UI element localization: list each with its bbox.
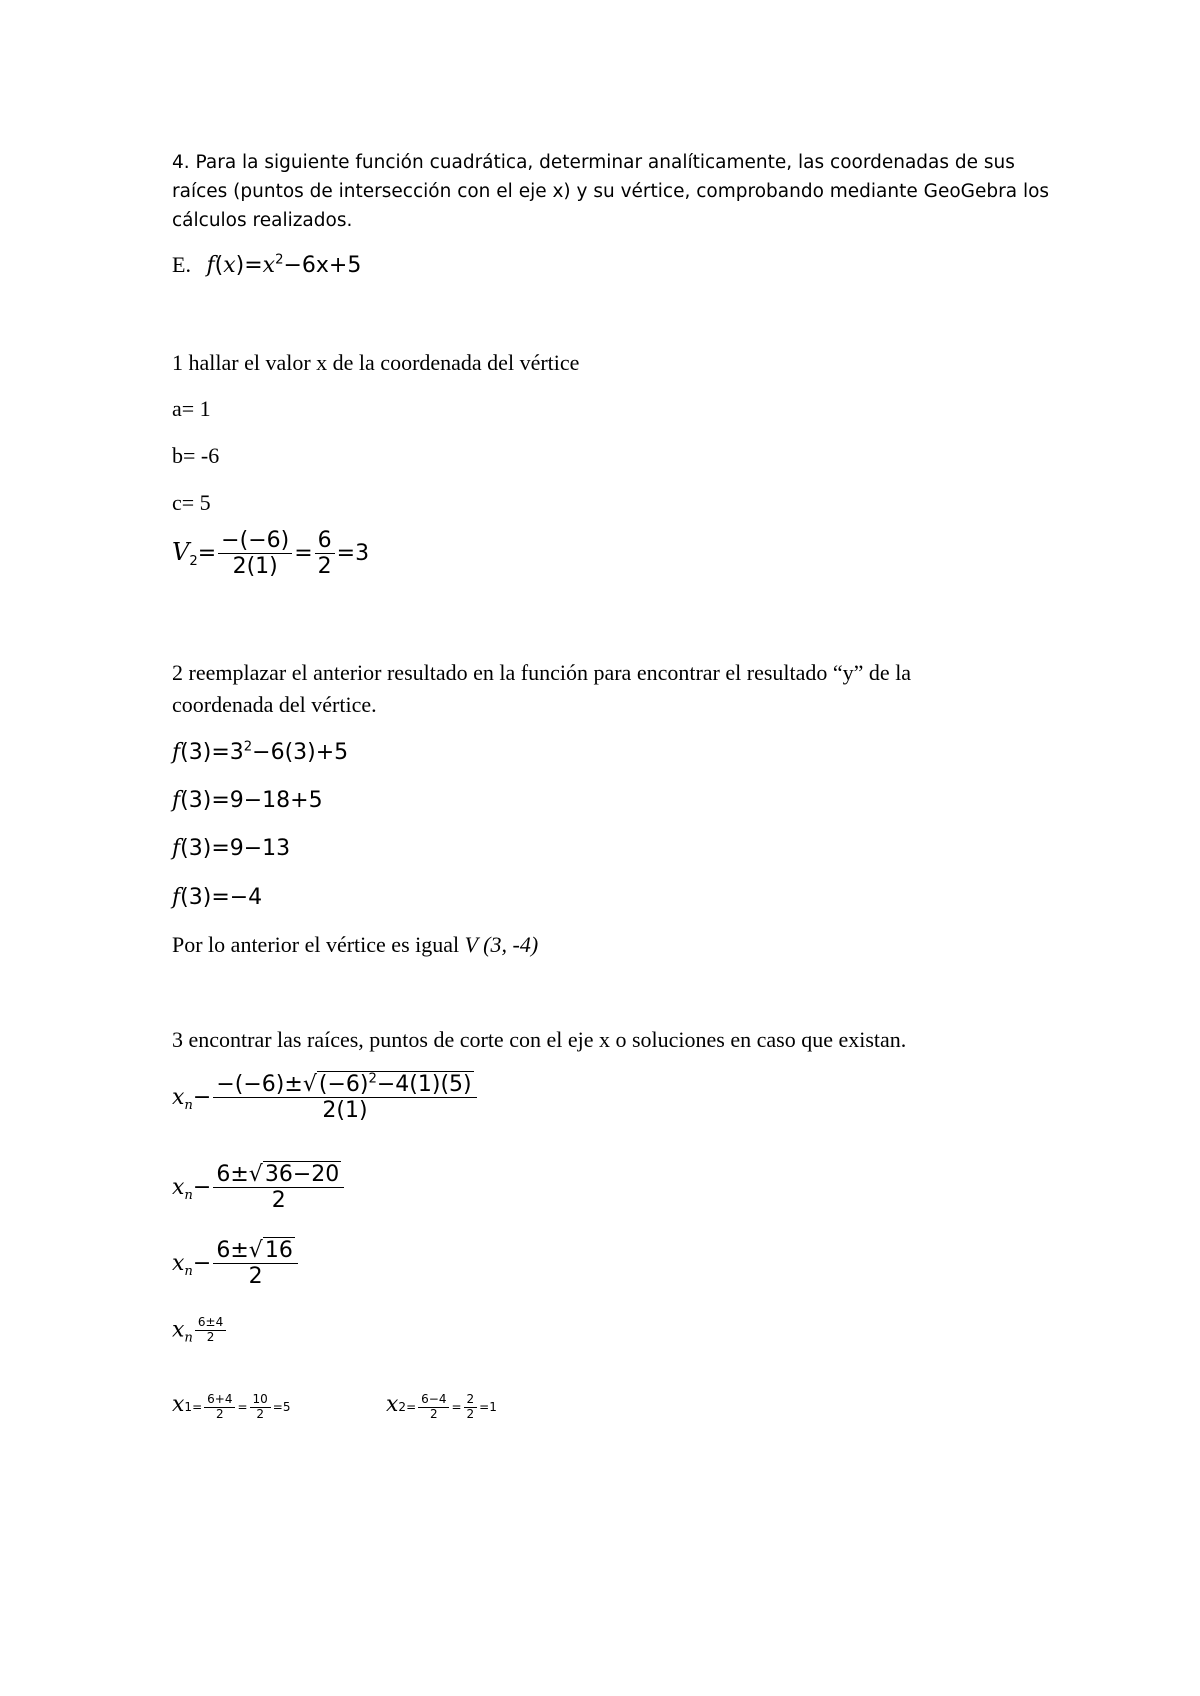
roots-subscript: n bbox=[184, 1098, 193, 1114]
eval-line-2: f(3)=9−18+5 bbox=[172, 788, 323, 813]
eval-line-4-text: (3)=−4 bbox=[180, 885, 263, 910]
e1-num-a: −(−6)± bbox=[216, 1072, 303, 1097]
e1-num-rest: −4(1)(5) bbox=[376, 1072, 472, 1097]
eval-line-3: f(3)=9−13 bbox=[172, 836, 291, 861]
step2-title-line2: coordenada del vértice. bbox=[172, 692, 377, 717]
roots-formula-2: $x_n-$ $\frac{6\pm√36-20}{2}$ bbox=[172, 1162, 346, 1214]
frac1-numerator: −(−6) bbox=[218, 528, 292, 554]
roots-formula-1: $x_n-$ $\frac{-(-6)\pm√(-6)^2-4(1)(5)}{2(1)}$ bbox=[172, 1072, 479, 1124]
e3-num-rad: 16 bbox=[264, 1238, 293, 1263]
eval-line-1-sup: 2 bbox=[243, 739, 253, 755]
roots-formula-3: $x_n-$ $\frac{6\pm√16}{2}$ bbox=[172, 1238, 300, 1290]
e2-den: 2 bbox=[271, 1188, 286, 1214]
e2-num-a: 6± bbox=[216, 1162, 249, 1187]
eval-line-2-text: (3)=9−18+5 bbox=[180, 788, 323, 813]
x1-result: =5 bbox=[272, 1400, 291, 1414]
step2-title-line1: 2 reemplazar el anterior resultado en la función para encontrar el resultado “y” de la bbox=[172, 660, 912, 685]
vertex-conclusion bbox=[172, 932, 538, 958]
eval-line-1: $f(3)=3^2-6(3)+5$ bbox=[172, 739, 349, 765]
e3-den: 2 bbox=[248, 1264, 263, 1290]
function-symbol: f bbox=[206, 253, 215, 278]
eval-line-1-a: (3)=3 bbox=[180, 740, 244, 765]
problem-number: 4. bbox=[172, 152, 190, 173]
e1-num-rad: (−6) bbox=[318, 1072, 369, 1097]
roots-subscript: n bbox=[184, 1188, 193, 1204]
e1-num-sup: 2 bbox=[368, 1071, 377, 1087]
x2-den: 2 bbox=[429, 1407, 438, 1421]
x1-num: 6+4 bbox=[204, 1393, 235, 1408]
x2-den2: 2 bbox=[466, 1407, 475, 1421]
x2-subscript: 2 bbox=[398, 1400, 407, 1414]
exercise-label: E. bbox=[172, 252, 191, 277]
eval-line-1-b: −6(3)+5 bbox=[252, 740, 349, 765]
x1-subscript: 1 bbox=[184, 1400, 193, 1414]
frac2-denominator: 2 bbox=[317, 554, 332, 580]
step3-title: 3 encontrar las raíces, puntos de corte con el eje x o soluciones en caso que existan. bbox=[172, 1027, 907, 1052]
exercise-equation: E. $f(x)=x^2-6x+5$ bbox=[172, 252, 362, 278]
coef-a: a= 1 bbox=[172, 396, 211, 421]
vertex-symbol: V bbox=[172, 537, 190, 566]
problem-text: Para la siguiente función cuadrática, determinar analíticamente, las coordenadas de sus raíces (puntos de intersección con el eje x) y su vértice, comprobando mediante GeoGebra los cálculos realizados. bbox=[172, 152, 1050, 231]
coef-b: b= -6 bbox=[172, 443, 220, 468]
x1-den: 2 bbox=[215, 1407, 224, 1421]
e1-den: 2(1) bbox=[322, 1098, 368, 1124]
roots-subscript: n bbox=[184, 1264, 193, 1280]
e4-num: 6±4 bbox=[195, 1316, 226, 1331]
eval-line-3-text: (3)=9−13 bbox=[180, 836, 291, 861]
problem-statement bbox=[172, 148, 1072, 235]
x2-num2: 2 bbox=[464, 1393, 478, 1408]
x1-num2: 10 bbox=[250, 1393, 271, 1408]
x2-num: 6−4 bbox=[418, 1393, 449, 1408]
e3-num-a: 6± bbox=[216, 1238, 249, 1263]
e2-num-rad: 36−20 bbox=[264, 1162, 340, 1187]
vertex-x-formula: $V_2=$ $\frac{-(-6)}{2(1)}$ = $\frac{6}{2}$ =3 bbox=[172, 528, 370, 580]
root-x2: x2= $\frac{6-4}{2}$ = $\frac{2}{2}$ =1 bbox=[386, 1392, 497, 1421]
e4-den: 2 bbox=[206, 1329, 215, 1344]
frac2-numerator: 6 bbox=[315, 528, 335, 554]
equation-rest: −6x+5 bbox=[283, 253, 362, 278]
conclusion-text: Por lo anterior el vértice es igual bbox=[172, 932, 460, 957]
roots-subscript: n bbox=[184, 1330, 193, 1346]
vertex-subscript: 2 bbox=[189, 554, 198, 570]
root-x1: x1= $\frac{6+4}{2}$ = $\frac{10}{2}$ =5 bbox=[172, 1392, 291, 1421]
roots-formula-4: $x_n$ $\frac{6\pm 4}{2}$ bbox=[172, 1316, 228, 1345]
function-variable: x bbox=[223, 253, 236, 278]
x2-result: =1 bbox=[479, 1400, 497, 1414]
step1-title: 1 hallar el valor x de la coordenada del vértice bbox=[172, 350, 580, 375]
vertex-x-result: =3 bbox=[336, 540, 370, 566]
x1-den2: 2 bbox=[256, 1407, 264, 1421]
vertex-result: V (3, -4) bbox=[464, 932, 539, 957]
eval-line-4: f(3)=−4 bbox=[172, 885, 263, 910]
frac1-denominator: 2(1) bbox=[232, 554, 278, 580]
coef-c: c= 5 bbox=[172, 490, 211, 515]
